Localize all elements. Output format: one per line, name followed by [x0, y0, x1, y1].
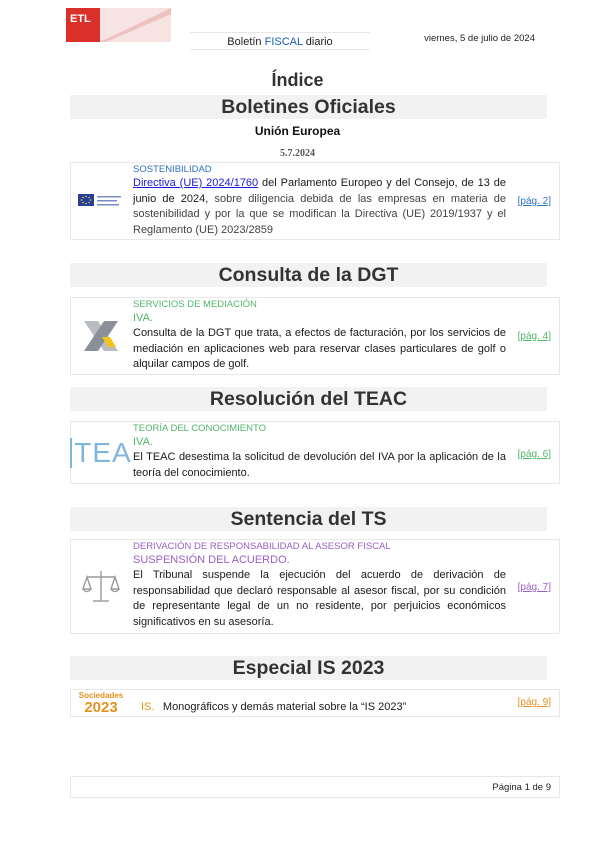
- entry-text: El TEAC desestima la solicitud de devolución del IVA por la aplicación de la teoría del conocimiento.: [133, 451, 506, 479]
- teac-logo: TEA: [71, 422, 131, 483]
- subsection-date: 5.7.2024: [280, 148, 315, 159]
- section-ts-title: Sentencia del TS: [70, 507, 547, 531]
- entry-body: [133, 423, 506, 481]
- entry-teac: [70, 421, 560, 484]
- entry-body: [141, 697, 514, 715]
- entry-heading: SUSPENSIÓN DEL ACUERDO.: [133, 554, 290, 566]
- directiva-link[interactable]: Directiva (UE) 2024/1760: [133, 177, 259, 189]
- entry-ts: [70, 539, 560, 634]
- section-teac-title: Resolución del TEAC: [70, 387, 547, 411]
- page-link-7[interactable]: [pág. 7]: [517, 582, 551, 593]
- entry-category: SOSTENIBILIDAD: [133, 164, 212, 175]
- subsection-ue: Unión Europea: [254, 124, 341, 138]
- entry-body: [133, 299, 506, 373]
- eu-journal-thumbnail: [71, 163, 131, 239]
- entry-body: [133, 541, 506, 630]
- scales-of-justice-icon: [71, 540, 131, 633]
- tax-agency-icon: [71, 298, 131, 374]
- bulletin-date: viernes, 5 de julio de 2024: [424, 33, 535, 44]
- section-is2023-title: Especial IS 2023: [70, 656, 547, 680]
- bulletin-title: Boletín FISCAL diario: [190, 32, 370, 50]
- page-link-6[interactable]: [pág. 6]: [517, 449, 551, 460]
- entry-text: Consulta de la DGT que trata, a efectos de facturación, por los servicios de mediación en aplicaciones web para reservar clases particulares de golf o alquilar campos de golf.: [133, 327, 506, 370]
- entry-heading: IVA.: [133, 436, 153, 448]
- page-link-4[interactable]: [pág. 4]: [517, 331, 551, 342]
- entry-text: El Tribunal suspende la ejecución del acuerdo de derivación de responsabilidad que declaró responsable al asesor fiscal, por su condición de representante legal de un no residente, por perjuicios económicos significativos en su asesoría.: [133, 569, 506, 628]
- etl-global-logo: [66, 8, 171, 42]
- section-boletines-title: Boletines Oficiales: [70, 95, 547, 119]
- entry-text: Monográficos y demás material sobre la “IS 2023”: [162, 701, 407, 713]
- index-title: Índice: [271, 70, 324, 90]
- entry-category: IS.: [141, 701, 155, 713]
- entry-category: SERVICIOS DE MEDIACIÓN: [133, 299, 257, 310]
- entry-heading: IVA.: [133, 312, 153, 324]
- page-number: Página 1 de 9: [492, 782, 551, 793]
- section-dgt-title: Consulta de la DGT: [70, 263, 547, 287]
- entry-category: TEORÍA DEL CONOCIMIENTO: [133, 423, 267, 434]
- page-link-2[interactable]: [pág. 2]: [517, 196, 551, 207]
- entry-directiva: [70, 162, 560, 240]
- entry-dgt: [70, 297, 560, 375]
- entry-category: DERIVACIÓN DE RESPONSABILIDAD AL ASESOR FISCAL: [133, 541, 391, 552]
- entry-body: [133, 164, 506, 238]
- svg-text:ETL: ETL: [70, 13, 91, 25]
- entry-is2023: [70, 689, 560, 717]
- page-link-9[interactable]: [pág. 9]: [517, 697, 551, 708]
- page-footer: [70, 776, 560, 798]
- sociedades-2023-logo: Sociedades 2023: [78, 690, 124, 716]
- entry-text: Directiva (UE) 2024/1760 del Parlamento Europeo y del Consejo, de 13 de junio de 2024, sobre diligencia debida de las empresas en materia de sostenibilidad y por la que se modifican la Directiva (UE) 2019/1937 y el Reglamento (UE) 2023/2859: [133, 177, 506, 236]
